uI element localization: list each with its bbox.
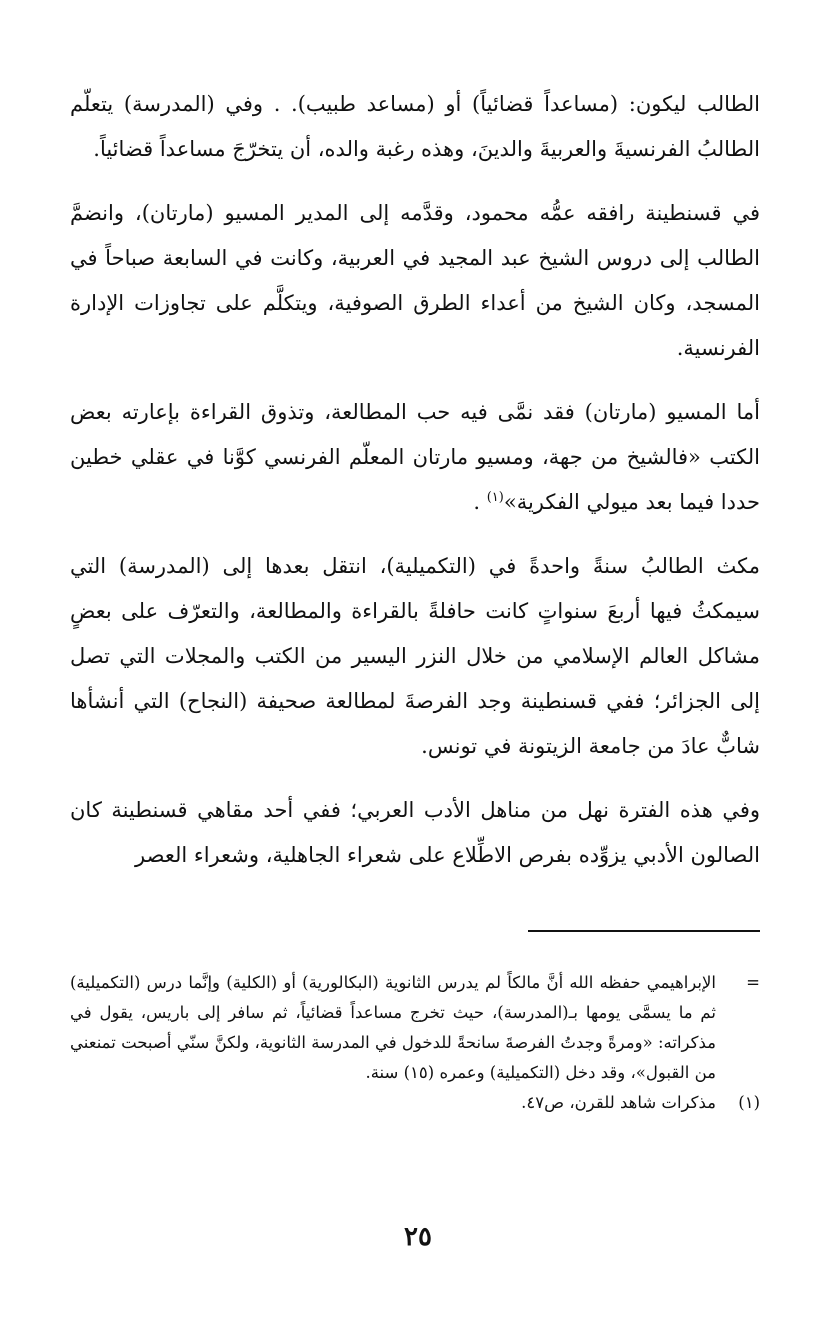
footnote-continuation (70, 968, 760, 1088)
paragraph-4: مكث الطالبُ سنةً واحدةً في (التكميلية)، انتقل بعدها إلى (المدرسة) التي سيمكثُ فيها أربعَ سنواتٍ كانت حافلةً بالقراءة والمطالعة، والتعرّف على بعضٍ مشاكل العالم الإسلامي من خلال النزر اليسير من الكتب والمجلات التي تصل إلى الجزائر؛ ففي قسنطينة وجد الفرصةَ لمطالعة صحيفة (النجاح) التي أنشأها شابٌّ عادَ من جامعة الزيتونة في تونس. (70, 554, 760, 758)
continuation-marker: = (746, 973, 760, 992)
footnote-reference[interactable]: (١) (486, 490, 504, 505)
footnote-text: مذكرات شاهد للقرن، ص٤٧. (521, 1093, 716, 1112)
page-number: ٢٥ (404, 1222, 432, 1252)
paragraph-3-end: . (473, 490, 481, 514)
footnote-separator (528, 930, 760, 932)
footnote-number: (١) (738, 1093, 760, 1112)
paragraph-5: وفي هذه الفترة نهل من مناهل الأدب العربي؛ ففي أحد مقاهي قسنطينة كان الصالون الأدبي يزوِّده بفرص الاطِّلاع على شعراء الجاهلية، وشعراء العصر (70, 798, 760, 867)
footnotes-section (70, 968, 760, 1118)
paragraph-1: الطالب ليكون: (مساعداً قضائياً) أو (مساعد طبيب). . وفي (المدرسة) يتعلّم الطالبُ الفرنسيةَ والعربيةَ والدينَ، وهذه رغبة والده، أن يتخرّجَ مساعداً قضائياً. (70, 92, 760, 161)
main-text (70, 82, 760, 897)
paragraph-3-text: أما المسيو (مارتان) فقد نمَّى فيه حب المطالعة، وتذوق القراءة بإعارته بعض الكتب «فالشيخ من جهة، ومسيو مارتان المعلّم الفرنسي كوَّنا في عقلي خطين حددا فيما بعد ميولي الفكرية» (70, 400, 760, 514)
paragraph-3 (70, 390, 760, 525)
footnote-item (70, 1088, 760, 1118)
paragraph-2: في قسنطينة رافقه عمُّه محمود، وقدَّمه إلى المدير المسيو (مارتان)، وانضمَّ الطالب إلى دروس الشيخ عبد المجيد في العربية، وكانت في السابعة صباحاً في المسجد، وكان الشيخ من أعداء الطرق الصوفية، ويتكلَّم على تجاوزات الإدارة الفرنسية. (70, 201, 760, 360)
footnote-continuation-text: الإبراهيمي حفظه الله أنَّ مالكاً لم يدرس الثانوية (البكالورية) أو (الكلية) وإنَّما درس (التكميلية) ثم ما يسمَّى يومها بـ(المدرسة)، حيث تخرج مساعداً قضائياً، ثم سافر إلى باريس، يقول في مذكراته: «ومرةً وجدتُ الفرصةَ سانحةً للدخول في المدرسة الثانوية، ولكنَّ سنّي أصبحت تمنعني من القبول»، وقد دخل (التكميلية) وعمره (١٥) سنة. (70, 973, 716, 1082)
